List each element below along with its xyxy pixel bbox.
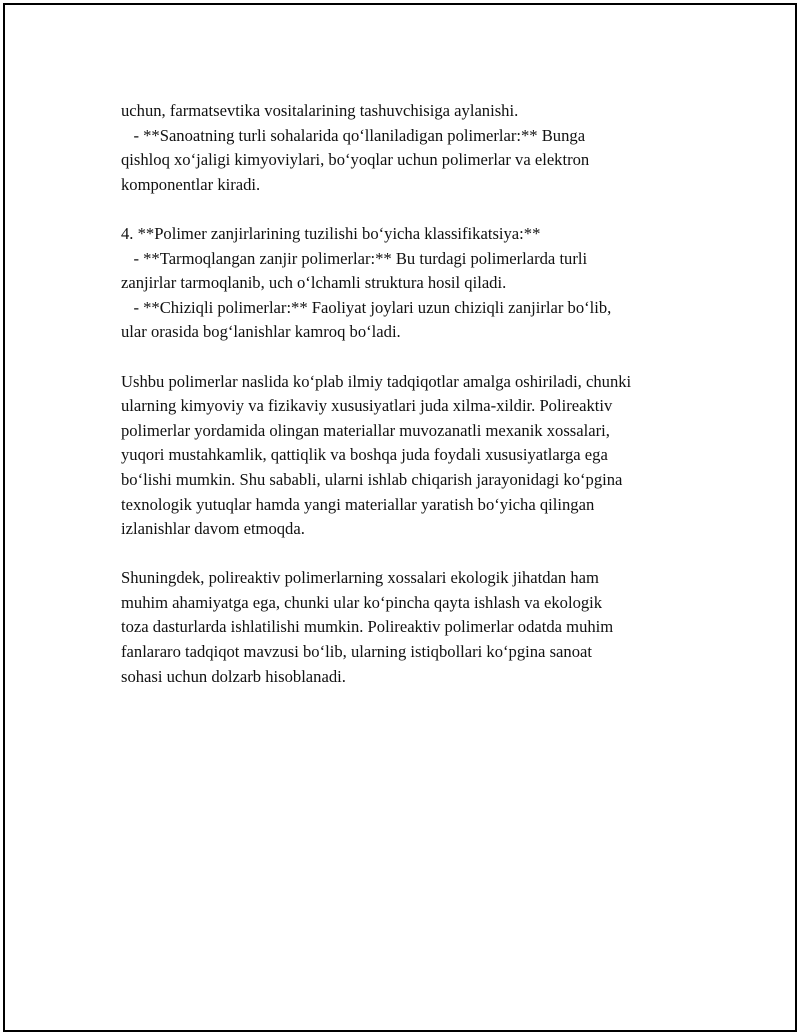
text-line: 4. **Polimer zanjirlarining tuzilishi bo‘yicha klassifikatsiya:** xyxy=(121,223,541,243)
text-line: muhim ahamiyatga ega, chunki ular ko‘pincha qayta ishlash va ekologik xyxy=(121,592,603,612)
text-line: fanlararo tadqiqot mavzusi bo‘lib, ularning istiqbollari ko‘pgina sanoat xyxy=(121,642,592,662)
paragraph-research xyxy=(121,370,701,542)
paragraph-gap xyxy=(121,345,701,370)
text-line: qishloq xo‘jaligi kimyoviylari, bo‘yoqlar uchun polimerlar va elektron xyxy=(121,150,590,170)
text-line: zanjirlar tarmoqlanib, uch o‘lchamli struktura hosil qiladi. xyxy=(121,273,507,293)
text-line: yuqori mustahkamlik, qattiqlik va boshqa juda foydali xususiyatlarga ega xyxy=(121,445,608,465)
text-line: toza dasturlarda ishlatilishi mumkin. Polireaktiv polimerlar odatda muhim xyxy=(121,617,614,637)
text-line: - **Chiziqli polimerlar:** Faoliyat joylari uzun chiziqli zanjirlar bo‘lib, xyxy=(121,297,612,317)
text-line: Shuningdek, polireaktiv polimerlarning xossalari ekologik jihatdan ham xyxy=(121,568,599,588)
page-frame xyxy=(3,3,797,1032)
text-line: - **Tarmoqlangan zanjir polimerlar:** Bu turdagi polimerlarda turli xyxy=(121,248,588,268)
paragraph-industry-polymers xyxy=(121,99,701,197)
paragraph-gap xyxy=(121,542,701,567)
text-line: - **Sanoatning turli sohalarida qo‘llaniladigan polimerlar:** Bunga xyxy=(121,125,586,145)
text-line: komponentlar kiradi. xyxy=(121,174,261,194)
text-line: texnologik yutuqlar hamda yangi materiallar yaratish bo‘yicha qilingan xyxy=(121,494,595,514)
document-body xyxy=(121,99,701,689)
text-line: uchun, farmatsevtika vositalarining tashuvchisiga aylanishi. xyxy=(121,101,519,120)
text-line: ular orasida bog‘lanishlar kamroq bo‘ladi. xyxy=(121,322,401,342)
text-line: izlanishlar davom etmoqda. xyxy=(121,519,305,539)
text-line: ularning kimyoviy va fizikaviy xususiyatlari juda xilma-xildir. Polireaktiv xyxy=(121,396,613,416)
text-line: bo‘lishi mumkin. Shu sababli, ularni ishlab chiqarish jarayonidagi ko‘pgina xyxy=(121,469,623,489)
text-line: sohasi uchun dolzarb hisoblanadi. xyxy=(121,666,346,686)
text-line: polimerlar yordamida olingan materiallar muvozanatli mexanik xossalari, xyxy=(121,420,610,440)
text-line: Ushbu polimerlar naslida ko‘plab ilmiy tadqiqotlar amalga oshiriladi, chunki xyxy=(121,371,632,391)
paragraph-chain-classification xyxy=(121,222,701,345)
paragraph-gap xyxy=(121,197,701,222)
paragraph-ecology xyxy=(121,566,701,689)
